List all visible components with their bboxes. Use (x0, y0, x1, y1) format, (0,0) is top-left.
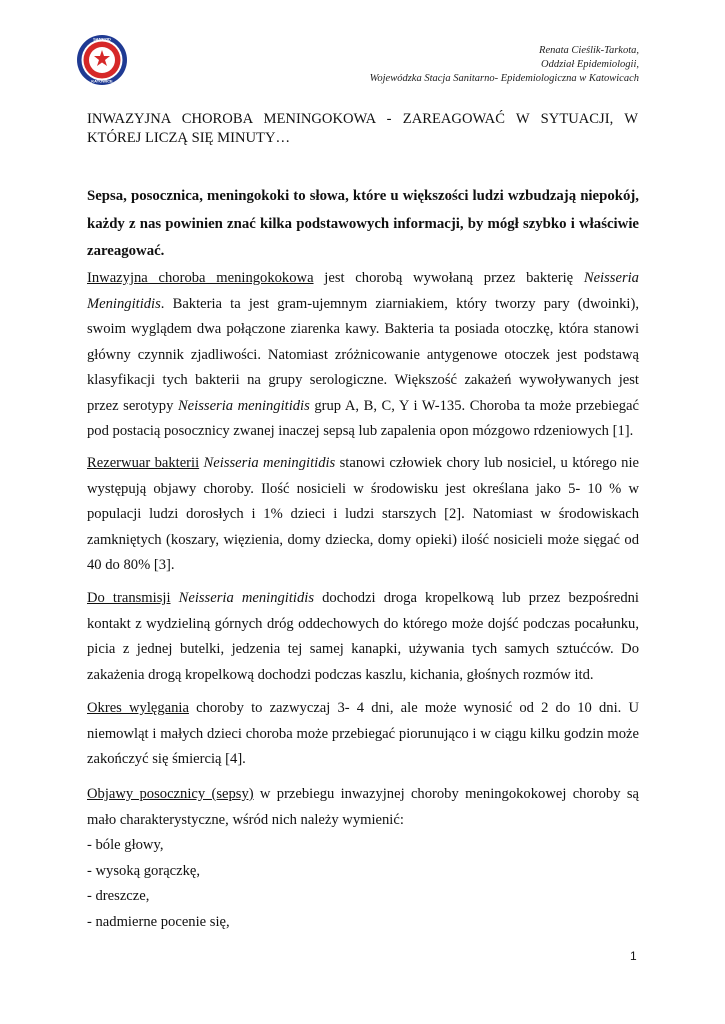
term-definition: Inwazyjna choroba meningokokowa (87, 270, 314, 286)
list-item: - wysoką gorączkę, (87, 862, 201, 879)
author-header (370, 44, 639, 86)
symptom-list (87, 833, 639, 935)
paragraph-reservoir (87, 451, 639, 579)
paragraph-definition (87, 266, 639, 445)
text: choroby to zazwyczaj 3- 4 dni, ale może wynosić od 2 do 10 dni. U niemowląt i małych dzieci choroba może przebiegać piorunująco i w ciągu kilku godzin może zakończyć się śmiercią [4]. (87, 700, 639, 767)
paragraph-symptoms (87, 782, 639, 833)
paragraph-transmission (87, 586, 639, 688)
species-name: Neisseria Meningitidis (87, 270, 639, 312)
page-number: 1 (630, 949, 637, 963)
text: dochodzi droga kropelkową lub przez bezpośredni kontakt z wydzieliną górnych dróg oddechowych do którego może dojść podczas pocałunku, picia z jednej butelki, jedzenia tej samej kanapki, używania tych samych sztućców. Do zakażenia drogą kropelkową dochodzi podczas kaszlu, kichania, głośnych rozmów itd. (87, 590, 639, 683)
species-name: Neisseria meningitidis (203, 455, 336, 471)
lead-paragraph: Sepsa, posocznica, meningokoki to słowa, które u większości ludzi wzbudzają niepokój, każdy z nas powinien znać kilka podstawowych informacji, by mógł szybko i właściwie zareagować. (87, 188, 639, 259)
species-name: Neisseria meningitidis (178, 590, 314, 606)
document-title: INWAZYJNA CHOROBA MENINGOKOWA - ZAREAGOWAĆ W SYTUACJI, W KTÓREJ LICZĄ SIĘ MINUTY… (87, 111, 638, 146)
sanepid-seal-icon (76, 34, 128, 86)
text: w przebiegu inwazyjnej choroby meningokokowej choroby są mało charakterystyczne, wśród nich należy wymienić: (87, 786, 639, 828)
author-department: Oddział Epidemiologii, (541, 59, 639, 70)
paragraph-incubation (87, 696, 639, 773)
text (171, 590, 179, 606)
species-name: Neisseria meningitidis (177, 397, 310, 414)
text: jest chorobą wywołaną przez bakterię (313, 270, 584, 286)
list-item: - dreszcze, (87, 888, 150, 904)
text: stanowi człowiek chory lub nosiciel, u którego nie występują objawy choroby. Ilość nosicieli w środowisku jest określana jako 5- 10 % w populacji ludzi dorosłych i 1% dzieci i ludzi starszych [2]. Natomiast w środowiskach zamkniętych (koszary, więzienia, domy dziecka, domy opieki) ilość nosicieli może sięgać od 40 do 80% [3]. (87, 455, 639, 573)
text: . Bakteria ta jest gram-ujemnym ziarniakiem, który tworzy pary (dwoinki), swoim wyglądem dwa połączone ziarenka kawy. Bakteria ta posiada otoczkę, która stanowi główny czynnik zjadliwości. Natomiast zróżnicowanie antygenowe otoczek jest podstawą klasyfikacji tych bakterii na grupy serologiczne. Większość zakażeń wywoływanych jest przez serotypy (87, 295, 639, 414)
text: grup A, B, C, Y i W-135. Choroba ta może przebiegać pod postacią posocznicy zwanej inaczej sepsą lub zapalenia opon mózgowo rdzeniowych [1]. (87, 397, 639, 439)
list-item: - bóle głowy, (87, 837, 164, 853)
author-name: Renata Cieślik-Tarkota, (539, 45, 639, 56)
term-symptoms: Objawy posocznicy (sepsy) (87, 786, 254, 802)
term-transmission: Do transmisji (87, 590, 171, 606)
term-incubation: Okres wylęgania (87, 700, 189, 716)
list-item: - nadmierne pocenie się, (87, 913, 230, 930)
term-reservoir: Rezerwuar bakterii (87, 455, 200, 471)
logo-text-top: SANEPID (93, 36, 111, 42)
author-institution: Wojewódzka Stacja Sanitarno- Epidemiologiczna w Katowicach (369, 73, 639, 84)
logo-text-bottom: KATOWICE (91, 78, 113, 84)
